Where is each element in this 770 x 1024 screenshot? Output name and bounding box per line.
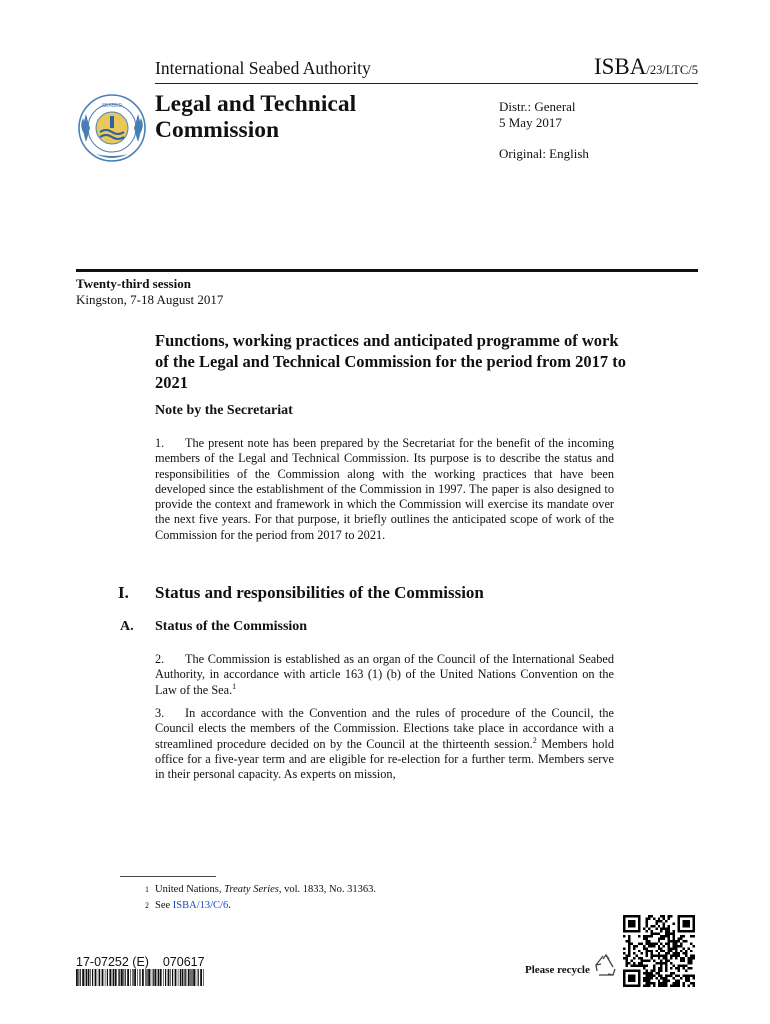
symbol-main: ISBA xyxy=(593,54,647,79)
commission-line-2: Commission xyxy=(155,117,280,143)
distribution: Distr.: General xyxy=(499,99,576,114)
paragraph-1 xyxy=(155,436,614,543)
document-date: 5 May 2017 xyxy=(499,115,562,130)
job-number: 17-07252 (E) 070617 xyxy=(76,955,205,969)
section-title: Status and responsibilities of the Commission xyxy=(155,583,484,602)
footnote-text-end: . xyxy=(228,900,231,911)
paragraph-text: The Commission is established as an organ of the Council of the International Seabed Authority, in accordance with article 163 (1) (b) of the United Nations Convention on the Law of the Sea. xyxy=(155,652,614,697)
session-location: Kingston, 7-18 August 2017 xyxy=(76,292,224,307)
document-symbol xyxy=(594,54,698,80)
session-rule xyxy=(76,269,698,272)
document-title: Functions, working practices and anticipated programme of work of the Legal and Technical Commission for the period from 2017 to 2021 xyxy=(155,331,627,392)
qr-code-icon[interactable] xyxy=(623,915,695,987)
footnote-text-end: , vol. 1833, No. 31363. xyxy=(278,884,376,895)
commission-line-1: Legal and Technical xyxy=(155,91,357,117)
recycle-icon xyxy=(593,953,619,979)
session-name: Twenty-third session xyxy=(76,276,191,291)
symbol-rest: /23/LTC/5 xyxy=(646,63,698,77)
paragraph-text: The present note has been prepared by the Secretariat for the benefit of the incoming members of the Legal and Technical Commission. Its purpose is to describe the status and responsibilities of the Commission along with the working practices that have been developed since the establishment of the Commission in 1997. The paper is also designed to provide the context and framework in which the Commission will exercise its mandate over the next five years. For that purpose, it briefly outlines the anticipated scope of work of the Commission for the period from 2017 to 2021. xyxy=(155,436,614,542)
footnote-rule xyxy=(120,876,216,877)
footnote-2 xyxy=(145,899,231,913)
footnote-1 xyxy=(145,883,376,897)
paragraph-text: In accordance with the Convention and the rules of procedure of the Council, the Council elects the members of the Commission. Elections take place in accordance with a streamlined procedure decided on by the Council at the thirteenth session. xyxy=(155,706,614,751)
svg-text:SEABED: SEABED xyxy=(101,103,123,109)
barcode-icon xyxy=(76,969,206,986)
footnote-link[interactable]: ISBA/13/C/6 xyxy=(172,900,229,911)
footnote-ref[interactable]: 2 xyxy=(532,735,537,745)
organization-name: International Seabed Authority xyxy=(155,58,371,78)
footnote-text: United Nations, xyxy=(155,884,225,895)
paragraph-number: 1. xyxy=(155,436,165,450)
original-language: Original: English xyxy=(499,146,589,161)
footnote-number: 2 xyxy=(145,901,149,910)
header-rule xyxy=(155,83,698,84)
paragraph-2 xyxy=(155,652,614,698)
distribution-info xyxy=(499,99,576,131)
footnote-italic: Treaty Series xyxy=(224,884,279,895)
subsection-title: Status of the Commission xyxy=(155,619,308,634)
subsection-number: A. xyxy=(120,619,134,634)
note-by: Note by the Secretariat xyxy=(155,403,293,418)
paragraph-number: 3. xyxy=(155,706,165,720)
isa-emblem-icon xyxy=(76,92,148,164)
paragraph-number: 2. xyxy=(155,652,165,666)
paragraph-3 xyxy=(155,706,614,782)
footnote-number: 1 xyxy=(145,885,149,894)
footnote-text: See xyxy=(155,900,173,911)
footnote-ref[interactable]: 1 xyxy=(232,681,237,691)
please-recycle: Please recycle xyxy=(525,964,590,976)
section-number: I. xyxy=(118,583,129,602)
commission-name xyxy=(155,91,356,143)
paragraph-text-continued: Members hold office for a five-year term and are eligible for re-election for a further term. Members serve in their personal capacity. As experts on mission, xyxy=(155,736,614,782)
